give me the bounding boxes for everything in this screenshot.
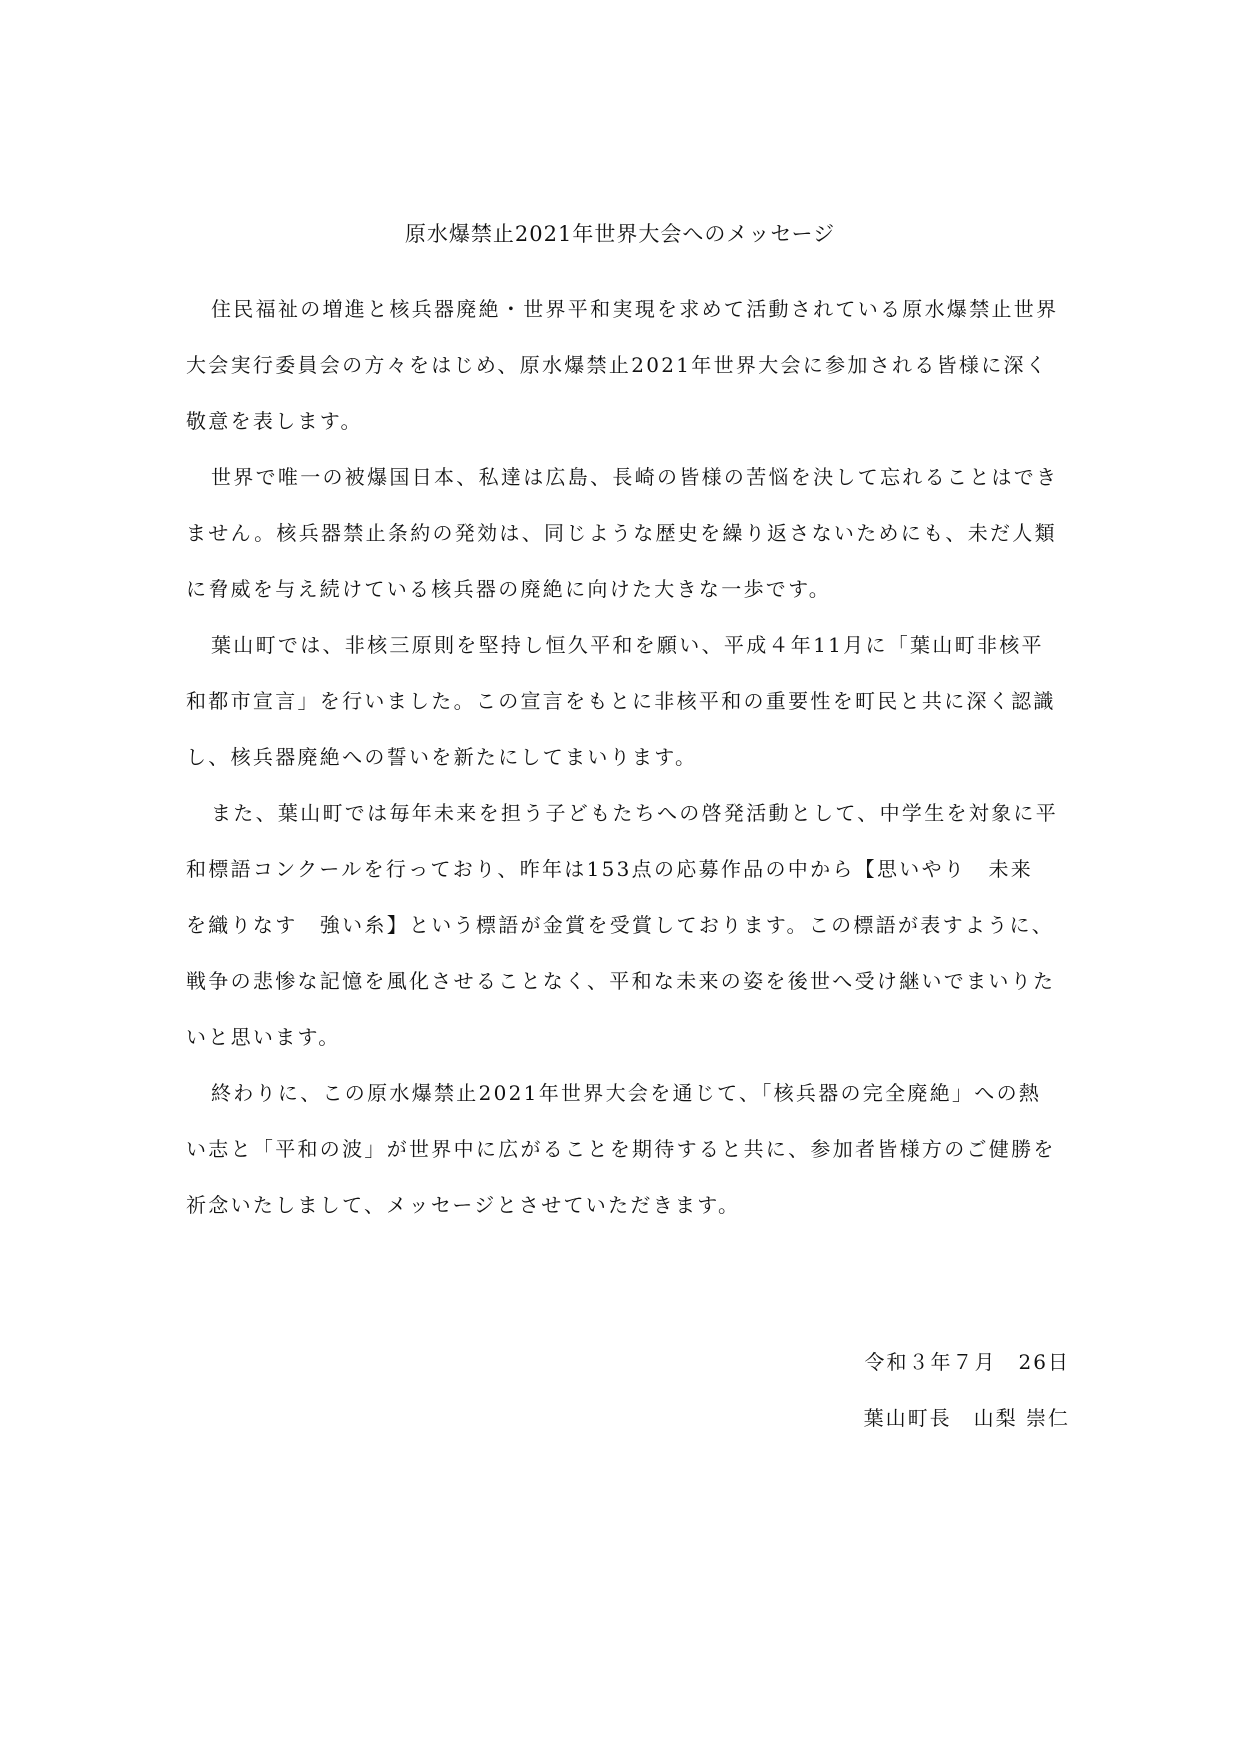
text-line: 葉山町では、非核三原則を堅持し恒久平和を願い、平成４年11月に「葉山町非核平	[211, 633, 1044, 657]
text-line: 和標語コンクールを行っており、昨年は153点の応募作品の中から【思いやり 未来	[186, 857, 1034, 881]
text-line: また、葉山町では毎年未来を担う子どもたちへの啓発活動として、中学生を対象に平	[211, 801, 1058, 825]
text-line: に脅威を与え続けている核兵器の廃絶に向けた大きな一歩です。	[186, 577, 832, 601]
text-line: し、核兵器廃絶への誓いを新たにしてまいります。	[186, 745, 698, 769]
text-line: 住民福祉の増進と核兵器廃絶・世界平和実現を求めて活動されている原水爆禁止世界	[211, 297, 1059, 321]
text-line: 敬意を表します。	[186, 409, 363, 433]
text-line: 和都市宣言」を行いました。この宣言をもとに非核平和の重要性を町民と共に深く認識	[186, 689, 1056, 713]
text-line: 世界で唯一の被爆国日本、私達は広島、長崎の皆様の苦悩を決して忘れることはでき	[211, 465, 1059, 489]
document-date: 令和３年７月 26日	[864, 1350, 1070, 1374]
text-line: 大会実行委員会の方々をはじめ、原水爆禁止2021年世界大会に参加される皆様に深く	[186, 353, 1049, 377]
signature: 葉山町長 山梨 崇仁	[863, 1406, 1070, 1430]
text-line: いと思います。	[186, 1025, 341, 1049]
text-line: を織りなす 強い糸】という標語が金賞を受賞しております。この標語が表すように、	[186, 913, 1055, 937]
document-title: 原水爆禁止2021年世界大会へのメッセージ	[404, 222, 836, 246]
text-line: い志と「平和の波」が世界中に広がることを期待すると共に、参加者皆様方のご健勝を	[186, 1137, 1056, 1161]
text-line: 祈念いたしまして、メッセージとさせていただきます。	[186, 1193, 741, 1217]
text-line: ません。核兵器禁止条約の発効は、同じような歴史を繰り返さないためにも、未だ人類	[186, 521, 1057, 545]
text-line: 終わりに、この原水爆禁止2021年世界大会を通じて、「核兵器の完全廃絶」への熱	[211, 1081, 1042, 1105]
text-line: 戦争の悲惨な記憶を風化させることなく、平和な未来の姿を後世へ受け継いでまいりた	[186, 969, 1056, 993]
